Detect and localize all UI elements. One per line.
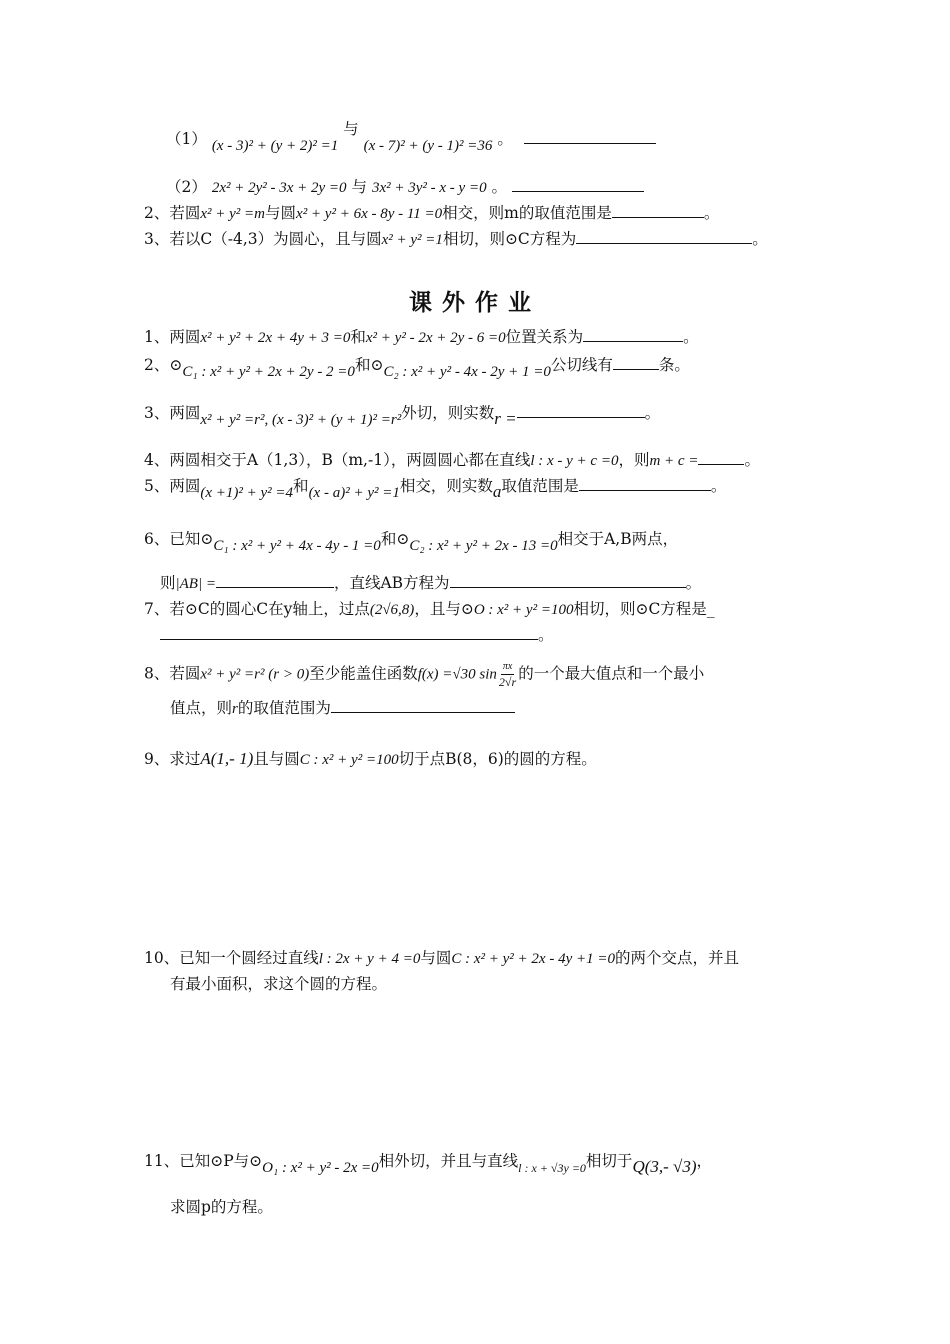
q3-suffix: 相切，则⊙C方程为 [442, 230, 577, 248]
hw-q11-mid: 相外切，并且与直线 [378, 1152, 519, 1170]
hw-q7-answer-blank[interactable] [160, 624, 538, 640]
q2-equation-1: x² + y² =m [200, 206, 266, 222]
hw-q5-variable: a [492, 482, 502, 501]
hw-q5-row [144, 475, 727, 501]
hw-q8-line2-prefix: 值点，则 [170, 699, 233, 717]
hw-q1-answer-blank[interactable] [583, 326, 683, 342]
q1-sub2-end: 。 [491, 178, 508, 196]
hw-q7-mid: ，且与⊙ [414, 600, 474, 618]
q1-sub1-end: 。 [497, 130, 513, 148]
hw-q8-row [144, 660, 704, 689]
hw-q8-variable: r [232, 701, 238, 717]
q1-sub2-with: 与 [351, 178, 368, 196]
hw-q3-variable: r = [494, 409, 517, 428]
hw-q1-suffix: 位置关系为 [505, 328, 584, 346]
hw-q2-suffix: 公切线有 [550, 356, 613, 374]
hw-q2-prefix: 2、⊙ [144, 356, 183, 374]
hw-q8-equation: x² + y² =r² (r > 0) [200, 666, 310, 683]
hw-q1-prefix: 1、两圆 [144, 328, 201, 346]
hw-q11-end: ， [696, 1152, 713, 1170]
q3-end: 。 [752, 230, 768, 248]
hw-q3-suffix: 外切，则实数 [401, 404, 495, 422]
hw-q4-prefix: 4、两圆相交于A（1,3），B（m,-1），两圆圆心都在直线 [144, 451, 531, 469]
hw-q9-row [144, 748, 597, 771]
hw-q8-row-2 [170, 697, 515, 720]
homework-heading: 课外作业 [409, 290, 541, 316]
q1-sub2-answer-blank[interactable] [512, 176, 644, 192]
hw-q4-variable: m + c = [649, 453, 699, 469]
q3-row [144, 228, 768, 251]
hw-q9-mid: 且与圆 [253, 750, 300, 768]
hw-q4-row [144, 449, 760, 472]
hw-q4-end: 。 [744, 451, 760, 469]
q2-end: 。 [703, 204, 720, 222]
hw-q11-row [144, 1150, 713, 1176]
hw-q4-line-equation: l : x - y + c =0 [530, 453, 619, 469]
q2-row [144, 202, 719, 225]
hw-q5-suffix: 相交，则实数 [399, 477, 493, 495]
hw-q2-equation-2: C₂ : x² + y² - 4x - 2y + 1 =0 [383, 364, 551, 380]
hw-q6-prefix: 6、已知⊙ [144, 530, 214, 548]
q1-sub1-with: 与 [343, 120, 359, 138]
q1-sub1-equation-1: (x - 3)² + (y + 2)² =1 [211, 138, 339, 154]
q1-sub2-equation-1: 2x² + 2y² - 3x + 2y =0 [211, 180, 347, 196]
hw-q3-answer-blank[interactable] [517, 402, 645, 418]
q3-answer-blank[interactable] [576, 228, 752, 244]
hw-q1-end: 。 [683, 328, 699, 346]
hw-q3-end: 。 [644, 404, 661, 422]
q1-sub2-label: （2） [166, 178, 207, 196]
hw-q5-suffix-2: 取值范围是 [501, 477, 579, 495]
hw-q8-answer-blank[interactable] [331, 697, 515, 713]
hw-q8-mid: 至少能盖住函数 [309, 664, 418, 683]
hw-q7-row-2 [160, 624, 554, 646]
hw-q7-point: (2√6,8) [369, 602, 415, 618]
hw-q5-answer-blank[interactable] [579, 475, 711, 491]
hw-q3-equation: x² + y² =r², (x - 3)² + (y + 1)² =r² [200, 412, 402, 428]
hw-q5-and: 和 [293, 477, 309, 495]
hw-q11-prefix: 11、已知⊙P与⊙ [144, 1152, 263, 1170]
hw-q5-equation-1: (x +1)² + y² =4 [200, 485, 294, 501]
hw-q7-suffix: 相切，则⊙C方程是 [573, 600, 707, 618]
hw-q5-prefix: 5、两圆 [144, 477, 201, 495]
q2-suffix: 相交，则m的取值范围是 [442, 204, 612, 222]
q1-sub1-equation-2: (x - 7)² + (y - 1)² =36 [363, 138, 493, 154]
hw-q6-ab-answer-blank[interactable] [216, 572, 334, 588]
hw-q10-row [144, 947, 739, 970]
hw-q8-prefix: 8、若圆 [144, 664, 201, 683]
hw-q10-row-2 [170, 973, 387, 995]
hw-q9-point: A(1,- 1) [200, 749, 254, 768]
hw-q8-function: f(x) =√30 sin [417, 666, 497, 683]
hw-q6-end: 。 [685, 574, 702, 592]
hw-q1-equation-2: x² + y² - 2x + 2y - 6 =0 [365, 330, 506, 346]
q1-sub1-row [166, 120, 656, 154]
hw-q11-row-2 [170, 1196, 273, 1218]
q1-sub2-row [166, 176, 644, 199]
hw-q8-fraction-numerator: πx [501, 660, 514, 675]
q1-sub1-label: （1） [166, 130, 207, 148]
hw-q3-row [144, 402, 661, 428]
hw-q8-line2-suffix: 的取值范围为 [237, 699, 331, 717]
hw-q4-mid: ，则 [618, 451, 650, 469]
hw-q8-fraction [499, 660, 516, 689]
hw-q10-line-equation: l : 2x + y + 4 =0 [318, 951, 421, 967]
hw-q2-equation-1: C₁ : x² + y² + 2x + 2y - 2 =0 [182, 364, 355, 380]
hw-q6-row [144, 528, 679, 554]
hw-q4-answer-blank[interactable] [698, 449, 744, 465]
hw-q3-prefix: 3、两圆 [144, 404, 201, 422]
hw-q7-underscore: _ [706, 600, 715, 618]
hw-q6-equation-2: C₂ : x² + y² + 2x - 13 =0 [409, 538, 558, 554]
hw-q10-mid: 与圆 [420, 949, 452, 967]
hw-q9-prefix: 9、求过 [144, 750, 201, 768]
q1-sub2-equation-2: 3x² + 3y² - x - y =0 [371, 180, 487, 196]
hw-q5-end: 。 [710, 477, 727, 495]
q2-prefix: 2、若圆 [144, 204, 201, 222]
hw-q8-fraction-denominator: 2√r [498, 675, 517, 689]
hw-q2-row [144, 354, 690, 380]
hw-q7-prefix: 7、若⊙C的圆心C在y轴上，过点 [144, 600, 370, 618]
hw-q11-point: Q(3,- √3) [632, 1157, 697, 1176]
hw-q2-end: 条。 [658, 356, 690, 374]
hw-q11-mid-2: 相切于 [585, 1152, 633, 1170]
hw-q2-and: 和⊙ [354, 356, 384, 374]
hw-q1-row [144, 326, 699, 349]
hw-q7-row [144, 598, 715, 621]
hw-q1-equation-1: x² + y² + 2x + 4y + 3 =0 [200, 330, 351, 346]
hw-q6-row-2 [160, 572, 701, 595]
q2-answer-blank[interactable] [612, 202, 704, 218]
hw-q2-answer-blank[interactable] [613, 354, 659, 370]
q3-equation: x² + y² =1 [381, 232, 443, 248]
q3-prefix: 3、若以C（-4,3）为圆心，且与圆 [144, 230, 382, 248]
hw-q6-line2-prefix: 则 [160, 574, 176, 592]
hw-q8-suffix: 的一个最大值点和一个最小 [518, 664, 705, 683]
hw-q6-suffix: 相交于A,B两点， [557, 530, 679, 548]
q1-sub1-answer-blank[interactable] [524, 128, 656, 144]
hw-q7-equation: O : x² + y² =100 [473, 602, 574, 618]
hw-q9-suffix: 切于点B(8，6)的圆的方程。 [398, 750, 597, 768]
hw-q9-equation: C : x² + y² =100 [299, 752, 399, 768]
hw-q6-equation-1: C₁ : x² + y² + 4x - 4y - 1 =0 [213, 538, 381, 554]
q2-equation-2: x² + y² + 6x - 8y - 11 =0 [296, 206, 443, 222]
hw-q7-end: 。 [538, 626, 554, 644]
hw-q6-abs: |AB| = [175, 576, 216, 592]
hw-q11-line-equation: l : x + √3y =0 [518, 1161, 586, 1175]
hw-q6-line2-mid: ，直线AB方程为 [333, 574, 450, 592]
hw-q10-suffix: 的两个交点，并且 [614, 949, 739, 967]
q2-mid: 与圆 [265, 204, 297, 222]
hw-q5-equation-2: (x - a)² + y² =1 [308, 485, 400, 501]
hw-q1-and: 和 [350, 328, 366, 346]
hw-q6-and: 和⊙ [380, 530, 410, 548]
hw-q10-prefix: 10、已知一个圆经过直线 [144, 949, 319, 967]
hw-q11-circle-equation: O₁ : x² + y² - 2x =0 [262, 1160, 379, 1176]
hw-q10-line2: 有最小面积，求这个圆的方程。 [170, 975, 388, 993]
hw-q6-line-answer-blank[interactable] [450, 572, 686, 588]
hw-q11-line2: 求圆p的方程。 [170, 1198, 273, 1216]
hw-q10-circle-equation: C : x² + y² + 2x - 4y +1 =0 [451, 951, 615, 967]
